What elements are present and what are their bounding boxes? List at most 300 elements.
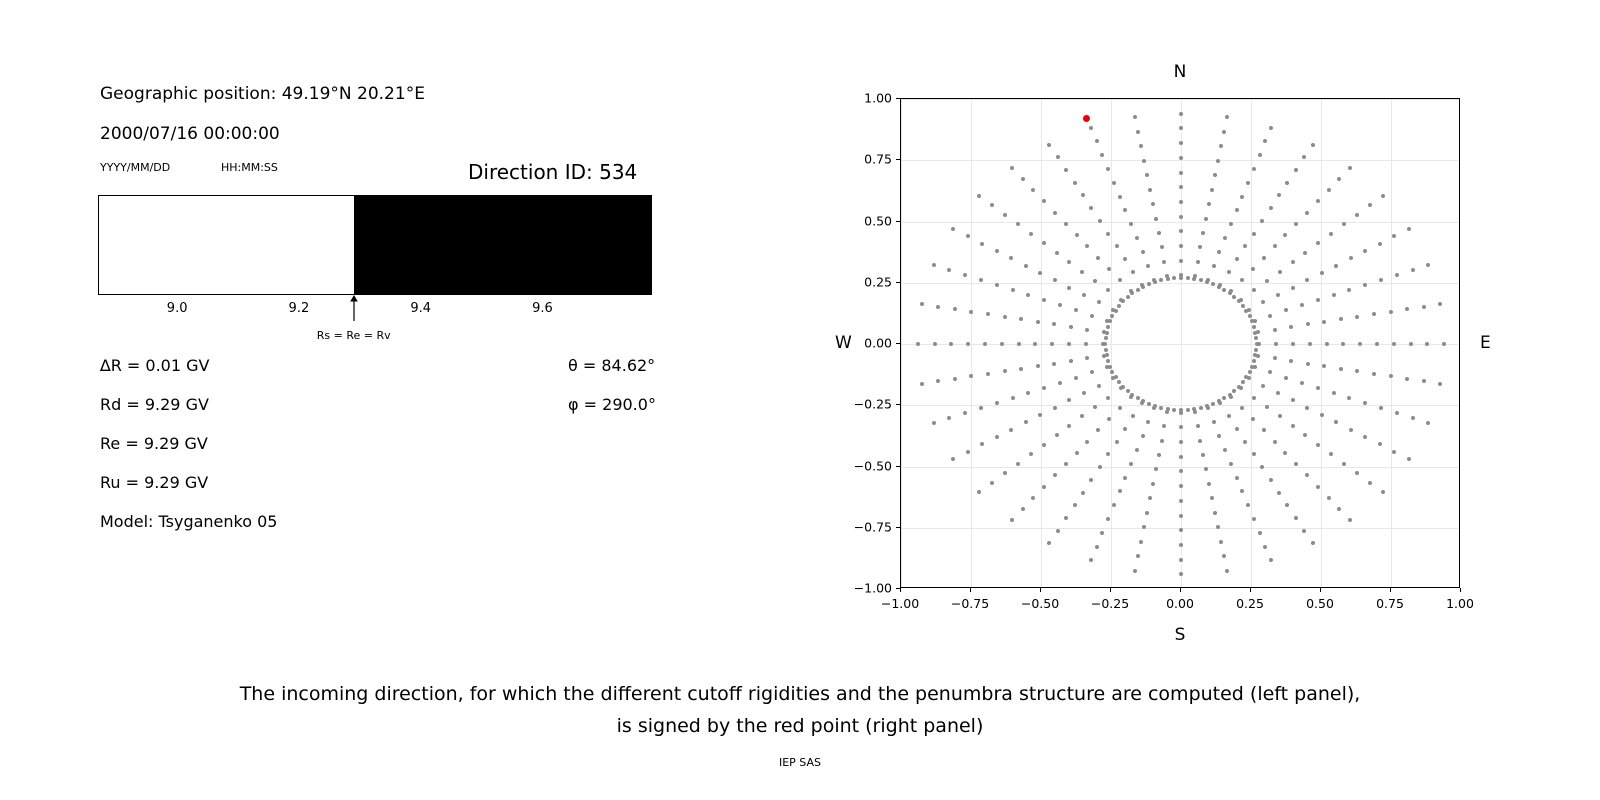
direction-point (1300, 303, 1304, 307)
direction-point (1000, 342, 1004, 346)
x-tick-mark (1110, 588, 1111, 592)
direction-point (1250, 319, 1254, 323)
direction-point (1136, 130, 1140, 134)
penumbra-tick-label: 9.4 (410, 301, 431, 316)
direction-point (1100, 153, 1104, 157)
value-theta: θ = 84.62° (568, 356, 656, 375)
direction-point (1160, 245, 1164, 249)
direction-point (1217, 250, 1221, 254)
date-format-label: YYYY/MM/DD (100, 161, 171, 174)
direction-point (1334, 420, 1338, 424)
direction-point (1265, 405, 1269, 409)
direction-point (1285, 181, 1289, 185)
direction-point (1363, 249, 1367, 253)
direction-point (1148, 188, 1152, 192)
direction-point (1252, 288, 1256, 292)
direction-point (1133, 115, 1137, 119)
direction-point (1216, 159, 1220, 163)
direction-point (1254, 348, 1258, 352)
direction-point (1179, 229, 1183, 233)
direction-point (1067, 286, 1071, 290)
direction-point (1211, 402, 1215, 406)
direction-point (1024, 420, 1028, 424)
direction-point (1075, 451, 1079, 455)
direction-point (1047, 143, 1051, 147)
direction-point (1425, 342, 1429, 346)
direction-point (1179, 572, 1183, 576)
direction-point (1058, 381, 1062, 385)
direction-point (1228, 393, 1232, 397)
direction-point (980, 442, 984, 446)
gridline-horizontal (901, 160, 1459, 161)
direction-point (1395, 273, 1399, 277)
direction-point (1252, 232, 1256, 236)
direction-point (1129, 222, 1133, 226)
direction-point (1053, 473, 1057, 477)
direction-point (1205, 404, 1209, 408)
direction-point (1117, 380, 1121, 384)
direction-point (1252, 359, 1256, 363)
direction-point (1064, 462, 1068, 466)
direction-point (1096, 256, 1100, 260)
direction-point (1283, 451, 1287, 455)
direction-point (1105, 331, 1109, 335)
direction-point (1349, 428, 1353, 432)
direction-point (1379, 406, 1383, 410)
direction-point (1031, 188, 1035, 192)
time-format-label: HH:MM:SS (221, 161, 278, 174)
direction-point (1251, 417, 1255, 421)
direction-point (1305, 406, 1309, 410)
direction-point (1308, 342, 1312, 346)
direction-point (1179, 156, 1183, 160)
y-tick-label: −0.75 (853, 519, 892, 535)
direction-point (1329, 232, 1333, 236)
direction-point (1133, 569, 1137, 573)
direction-point (1114, 375, 1118, 379)
direction-point (1276, 391, 1280, 395)
direction-point (1157, 453, 1161, 457)
direction-point (1237, 299, 1241, 303)
direction-point (1268, 370, 1272, 374)
direction-point (1225, 115, 1229, 119)
direction-point (1302, 155, 1306, 159)
direction-point (1263, 545, 1267, 549)
y-tick-mark (896, 404, 900, 405)
gridline-horizontal (901, 99, 1459, 100)
gridline-vertical (971, 99, 972, 587)
direction-point (1198, 439, 1202, 443)
direction-point (1227, 414, 1231, 418)
y-tick-label: 0.50 (864, 213, 892, 228)
direction-point (1205, 280, 1209, 284)
direction-point (1407, 457, 1411, 461)
direction-point (1139, 144, 1143, 148)
direction-point (1320, 413, 1324, 417)
direction-point (1258, 531, 1262, 535)
direction-point (1003, 369, 1007, 373)
direction-point (1055, 251, 1059, 255)
direction-point (1153, 280, 1157, 284)
direction-point (1294, 168, 1298, 172)
direction-point (1146, 264, 1150, 268)
direction-point (1151, 202, 1155, 206)
x-tick-label: 1.00 (1446, 596, 1474, 611)
direction-point (1316, 298, 1320, 302)
direction-point (1089, 126, 1093, 130)
direction-point (1179, 112, 1183, 116)
penumbra-tick-label: 9.0 (166, 301, 188, 316)
y-tick-mark (896, 588, 900, 589)
direction-point (1085, 440, 1089, 444)
gridline-horizontal (901, 467, 1459, 468)
direction-point (1222, 288, 1226, 292)
direction-point (1160, 439, 1164, 443)
direction-point (1121, 385, 1125, 389)
direction-point (1153, 404, 1157, 408)
direction-point (1201, 453, 1205, 457)
direction-point (1080, 270, 1084, 274)
direction-point (1273, 356, 1277, 360)
direction-point (1392, 234, 1396, 238)
direction-point (1320, 271, 1324, 275)
direction-point (1411, 416, 1415, 420)
direction-point (1337, 507, 1341, 511)
direction-point (1067, 424, 1071, 428)
direction-point (1291, 398, 1295, 402)
direction-point (1042, 386, 1046, 390)
direction-point (1329, 452, 1333, 456)
direction-point (1131, 270, 1135, 274)
direction-point (1090, 314, 1094, 318)
direction-point (1255, 342, 1259, 346)
direction-point (1211, 282, 1215, 286)
direction-point (1327, 188, 1331, 192)
direction-point (1089, 558, 1093, 562)
direction-point (1146, 420, 1150, 424)
direction-point (1229, 462, 1233, 466)
direction-point (1010, 518, 1014, 522)
direction-point (1090, 370, 1094, 374)
direction-point (1074, 376, 1078, 380)
direction-point (1166, 407, 1170, 411)
direction-point (1316, 199, 1320, 203)
direction-point (1207, 202, 1211, 206)
direction-point (1179, 171, 1183, 175)
direction-point (1093, 405, 1097, 409)
direction-point (1115, 440, 1119, 444)
x-tick-mark (970, 588, 971, 592)
direction-point (1162, 424, 1166, 428)
direction-point (1219, 540, 1223, 544)
direction-point (1337, 177, 1341, 181)
direction-point (1142, 159, 1146, 163)
direction-id-label: Direction ID: 534 (468, 160, 638, 184)
direction-point (1085, 244, 1089, 248)
x-tick-mark (1250, 588, 1251, 592)
direction-point (1126, 295, 1130, 299)
direction-point (1355, 315, 1359, 319)
direction-point (1100, 531, 1104, 535)
direction-point (1378, 442, 1382, 446)
direction-point (1334, 264, 1338, 268)
direction-point (1145, 511, 1149, 515)
direction-point (1278, 270, 1282, 274)
direction-point (1003, 471, 1007, 475)
direction-point (1050, 342, 1054, 346)
direction-point (1285, 503, 1289, 507)
value-delta-r: ∆R = 0.01 GV (100, 356, 210, 375)
direction-point (1064, 168, 1068, 172)
direction-point (1159, 406, 1163, 410)
direction-point (947, 268, 951, 272)
direction-point (969, 310, 973, 314)
direction-point (1358, 342, 1362, 346)
value-re: Re = 9.29 GV (100, 434, 208, 453)
direction-point (1212, 264, 1216, 268)
direction-point (1009, 428, 1013, 432)
direction-point (1355, 471, 1359, 475)
rs-marker-label: Rs = Re = Rv (316, 329, 391, 342)
direction-point (1042, 485, 1046, 489)
direction-point (1067, 260, 1071, 264)
x-tick-label: −0.25 (1090, 596, 1130, 611)
direction-point (966, 342, 970, 346)
x-tick-label: 0.50 (1306, 596, 1334, 611)
direction-point (1223, 448, 1227, 452)
direction-point (979, 278, 983, 282)
caption-line-2: is signed by the red point (right panel) (616, 715, 984, 737)
direction-point (1276, 293, 1280, 297)
direction-point (1222, 396, 1226, 400)
direction-point (1409, 342, 1413, 346)
direction-point (1031, 496, 1035, 500)
direction-point (1269, 558, 1273, 562)
direction-point (1251, 267, 1255, 271)
direction-point (1162, 260, 1166, 264)
direction-point (1217, 434, 1221, 438)
direction-point (1327, 496, 1331, 500)
direction-point (1284, 376, 1288, 380)
direction-point (1126, 389, 1130, 393)
direction-point (1080, 414, 1084, 418)
direction-point (1378, 242, 1382, 246)
direction-point (966, 234, 970, 238)
direction-point (990, 203, 994, 207)
direction-point (1438, 382, 1442, 386)
y-tick-mark (896, 221, 900, 222)
direction-point (1097, 300, 1101, 304)
direction-point (1306, 362, 1310, 366)
direction-point (1081, 491, 1085, 495)
direction-point (1246, 181, 1250, 185)
direction-point (1196, 260, 1200, 264)
direction-point (1073, 181, 1077, 185)
direction-point (1135, 448, 1139, 452)
gridline-horizontal (901, 283, 1459, 284)
direction-point (1232, 389, 1236, 393)
direction-point (1210, 496, 1214, 500)
compass-label-south: S (1174, 625, 1186, 645)
direction-point (1305, 473, 1309, 477)
direction-point (1135, 236, 1139, 240)
direction-point (1021, 177, 1025, 181)
direction-point (1225, 569, 1229, 573)
direction-point (1179, 126, 1183, 130)
direction-point (1010, 166, 1014, 170)
direction-point (1216, 525, 1220, 529)
direction-point (1368, 481, 1372, 485)
direction-point (990, 481, 994, 485)
direction-point (1033, 342, 1037, 346)
direction-point (1222, 554, 1226, 558)
direction-point (1422, 379, 1426, 383)
direction-point (1381, 490, 1385, 494)
direction-point (1159, 278, 1163, 282)
direction-point (1067, 398, 1071, 402)
direction-point (1291, 260, 1295, 264)
direction-point (1141, 250, 1145, 254)
direction-point (1052, 322, 1056, 326)
direction-point (1229, 222, 1233, 226)
direction-point (995, 435, 999, 439)
direction-point (1240, 278, 1244, 282)
x-tick-label: −0.50 (1020, 596, 1060, 611)
direction-point (1058, 303, 1062, 307)
direction-point (1154, 467, 1158, 471)
value-model: Model: Tsyganenko 05 (100, 512, 278, 531)
direction-point (1108, 365, 1112, 369)
compass-label-east: E (1480, 333, 1491, 353)
direction-point (1179, 528, 1183, 532)
credit-label: IEP SAS (778, 756, 822, 769)
direction-point (1289, 359, 1293, 363)
direction-point (1316, 241, 1320, 245)
direction-point (1269, 478, 1273, 482)
direction-point (1389, 310, 1393, 314)
direction-point (1283, 233, 1287, 237)
direction-point (1210, 188, 1214, 192)
direction-point (947, 416, 951, 420)
direction-point (1252, 517, 1256, 521)
direction-point (1179, 185, 1183, 189)
direction-point (1123, 257, 1127, 261)
direction-point (1172, 408, 1176, 412)
direction-point (1273, 244, 1277, 248)
direction-point (1252, 167, 1256, 171)
direction-point (1395, 411, 1399, 415)
datetime-value: 2000/07/16 00:00:00 (100, 124, 280, 144)
direction-point (1089, 478, 1093, 482)
direction-point (1363, 401, 1367, 405)
direction-point (1097, 384, 1101, 388)
direction-point (1130, 291, 1134, 295)
direction-point (1129, 462, 1133, 466)
direction-point (1222, 130, 1226, 134)
figure-caption (0, 678, 1600, 742)
direction-point (1141, 399, 1145, 403)
direction-point (1375, 342, 1379, 346)
direction-point (1106, 396, 1110, 400)
direction-point (1179, 543, 1183, 547)
direction-point (1179, 558, 1183, 562)
direction-point (1136, 396, 1140, 400)
direction-point (1305, 278, 1309, 282)
direction-point (1179, 484, 1183, 488)
direction-point (1104, 348, 1108, 352)
direction-point (1106, 167, 1110, 171)
direction-point (1098, 219, 1102, 223)
direction-point (1422, 305, 1426, 309)
direction-point (1291, 286, 1295, 290)
direction-point (1277, 491, 1281, 495)
direction-point (1136, 554, 1140, 558)
direction-point (963, 273, 967, 277)
direction-point (1347, 288, 1351, 292)
direction-point (1294, 462, 1298, 466)
direction-point (1148, 496, 1152, 500)
y-tick-mark (896, 282, 900, 283)
direction-point (1442, 342, 1446, 346)
direction-point (1098, 465, 1102, 469)
direction-point (1381, 194, 1385, 198)
direction-point (1114, 309, 1118, 313)
direction-point (1300, 381, 1304, 385)
direction-point (1095, 545, 1099, 549)
direction-point (949, 342, 953, 346)
direction-point (1311, 143, 1315, 147)
x-tick-mark (900, 588, 901, 592)
direction-point (1426, 263, 1430, 267)
direction-point (1056, 155, 1060, 159)
direction-point (1273, 328, 1277, 332)
direction-point (1342, 222, 1346, 226)
x-tick-label: 0.75 (1376, 596, 1404, 611)
direction-point (1042, 298, 1046, 302)
x-tick-mark (1390, 588, 1391, 592)
direction-point (1392, 342, 1396, 346)
direction-point (1139, 540, 1143, 544)
direction-point (953, 307, 957, 311)
right-panel (790, 40, 1580, 660)
direction-point (1262, 428, 1266, 432)
direction-point (1198, 245, 1202, 249)
direction-point (1042, 443, 1046, 447)
x-tick-mark (1040, 588, 1041, 592)
direction-point (1235, 476, 1239, 480)
direction-point (1118, 195, 1122, 199)
direction-point (1106, 288, 1110, 292)
direction-point (1212, 420, 1216, 424)
direction-point (1342, 462, 1346, 466)
direction-point (920, 302, 924, 306)
direction-point (1110, 314, 1114, 318)
direction-point (1145, 173, 1149, 177)
direction-point (1081, 193, 1085, 197)
direction-point (1016, 222, 1020, 226)
gridline-horizontal (901, 405, 1459, 406)
direction-point (1026, 293, 1030, 297)
y-tick-mark (896, 343, 900, 344)
direction-point (1075, 233, 1079, 237)
direction-point (1268, 314, 1272, 318)
direction-point (1311, 541, 1315, 545)
penumbra-allowed-region (99, 196, 354, 294)
direction-point (1254, 336, 1258, 340)
direction-point (1291, 424, 1295, 428)
left-panel (0, 0, 760, 660)
direction-point (1166, 277, 1170, 281)
